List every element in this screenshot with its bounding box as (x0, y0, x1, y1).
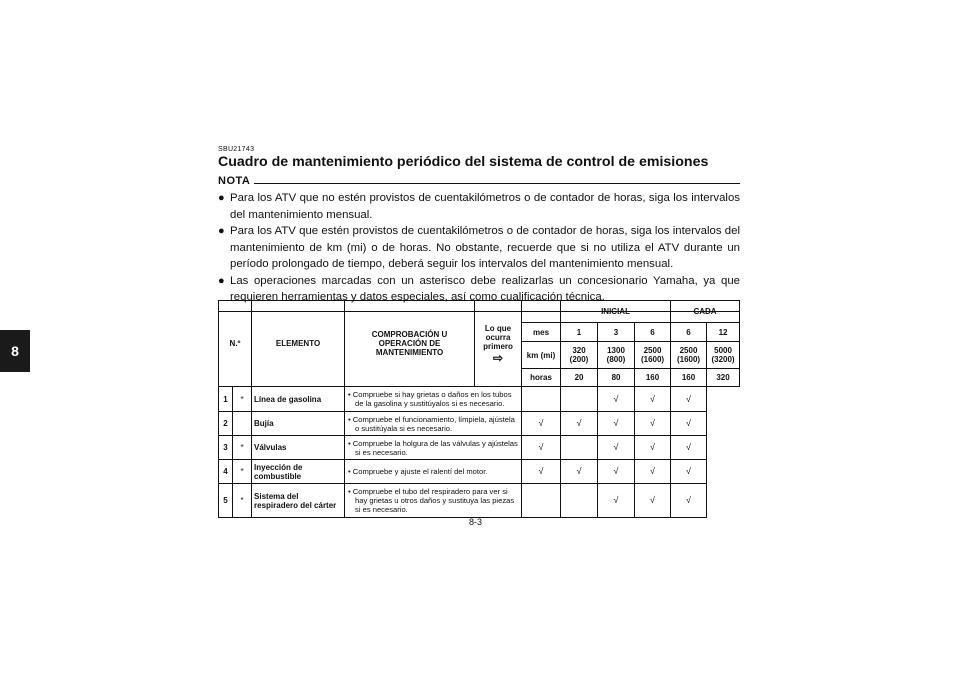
row-number: 2 (219, 412, 233, 436)
table-row (219, 436, 740, 460)
row-asterisk: * (233, 460, 252, 484)
row-check: • Compruebe el tubo del respiradero para ver si hay grietas u otros daños y sustituya las piezas si es necesario. (345, 484, 522, 518)
row-check: • Compruebe y ajuste el ralentí del motor. (345, 460, 522, 484)
interval-value: 80 (598, 369, 635, 387)
row-asterisk (233, 412, 252, 436)
row-number: 1 (219, 387, 233, 412)
row-number: 3 (219, 436, 233, 460)
interval-value: 12 (707, 323, 740, 342)
bullet-icon: ● (218, 274, 225, 287)
check-mark-icon (561, 484, 598, 518)
interval-value: 6 (635, 323, 671, 342)
row-asterisk: * (233, 387, 252, 412)
check-mark-icon: √ (635, 460, 671, 484)
header-first (475, 301, 522, 387)
row-element: Bujía (252, 412, 345, 436)
note-item (218, 223, 740, 273)
header-every: CADA (671, 301, 740, 323)
check-mark-icon (522, 484, 561, 518)
note-text: Para los ATV que estén provistos de cuentakilómetros o de contador de horas, siga los intervalos del mantenimiento de km (mi) o de horas. No obstante, recuerde que si no utiliza el ATV durante un período prolongado de tiempo, deberá seguir los intervalos del mantenimiento mensual. (230, 225, 740, 270)
right-arrow-icon: ⇨ (492, 350, 504, 365)
check-mark-icon: √ (671, 436, 707, 460)
check-mark-icon: √ (635, 412, 671, 436)
interval-value: 320 (707, 369, 740, 387)
maintenance-table (218, 300, 740, 518)
row-check: • Compruebe si hay grietas o daños en los tubos de la gasolina y sustitúyalos si es necesario. (345, 387, 522, 412)
check-mark-icon: √ (671, 484, 707, 518)
check-mark-icon: √ (522, 412, 561, 436)
interval-value: 2500 (1600) (671, 342, 707, 369)
interval-value: 1 (561, 323, 598, 342)
header-first-text: Lo que ocurra primero (483, 323, 513, 351)
header-element: ELEMENTO (252, 301, 345, 387)
row-check: • Compruebe el funcionamiento, límpiela, ajústela o sustitúyala si es necesario. (345, 412, 522, 436)
note-text: Para los ATV que no estén provistos de cuentakilómetros o de contador de horas, siga los intervalos del mantenimiento mensual. (230, 192, 740, 221)
header-initial: INICIAL (561, 301, 671, 323)
nota-rule (254, 183, 740, 184)
content-block (218, 146, 740, 312)
interval-value: 3 (598, 323, 635, 342)
table-row (219, 460, 740, 484)
check-mark-icon (522, 387, 561, 412)
bullet-icon: ● (218, 225, 225, 237)
check-mark-icon: √ (598, 436, 635, 460)
interval-value: 2500 (1600) (635, 342, 671, 369)
section-code: SBU21743 (218, 146, 255, 153)
bullet-icon: ● (218, 192, 225, 204)
nota-label: NOTA (218, 175, 251, 187)
row-asterisk: * (233, 436, 252, 460)
interval-label: horas (522, 369, 561, 387)
check-mark-icon (561, 387, 598, 412)
check-mark-icon: √ (635, 484, 671, 518)
interval-value: 20 (561, 369, 598, 387)
row-element: Línea de gasolina (252, 387, 345, 412)
row-number: 4 (219, 460, 233, 484)
header-row (219, 301, 740, 323)
check-mark-icon: √ (635, 387, 671, 412)
check-mark-icon: √ (522, 460, 561, 484)
header-no: N.º (219, 301, 252, 387)
interval-value: 5000 (3200) (707, 342, 740, 369)
row-element: Sistema del respiradero del cárter (252, 484, 345, 518)
table-row (219, 484, 740, 518)
row-element: Inyección de combustible (252, 460, 345, 484)
chapter-tab: 8 (0, 330, 30, 372)
check-mark-icon: √ (598, 387, 635, 412)
nota-header (218, 175, 740, 187)
interval-label: km (mi) (522, 342, 561, 369)
check-mark-icon: √ (561, 460, 598, 484)
interval-value: 6 (671, 323, 707, 342)
header-interval-corner (522, 301, 561, 323)
header-check: COMPROBACIÓN U OPERACIÓN DE MANTENIMIENTO (345, 301, 475, 387)
interval-label: mes (522, 323, 561, 342)
row-element: Válvulas (252, 436, 345, 460)
row-asterisk: * (233, 484, 252, 518)
table-row (219, 387, 740, 412)
check-mark-icon: √ (635, 436, 671, 460)
check-mark-icon: √ (671, 387, 707, 412)
page-title: Cuadro de mantenimiento periódico del sistema de control de emisiones (218, 154, 709, 170)
check-mark-icon (561, 436, 598, 460)
row-check: • Compruebe la holgura de las válvulas y ajústelas si es necesario. (345, 436, 522, 460)
check-mark-icon: √ (671, 412, 707, 436)
check-mark-icon: √ (522, 436, 561, 460)
note-item (218, 190, 740, 223)
interval-value: 160 (671, 369, 707, 387)
table-row (219, 412, 740, 436)
check-mark-icon: √ (598, 484, 635, 518)
page-number: 8-3 (469, 517, 483, 527)
interval-value: 1300 (800) (598, 342, 635, 369)
row-number: 5 (219, 484, 233, 518)
notes-list (218, 190, 740, 306)
interval-value: 320 (200) (561, 342, 598, 369)
check-mark-icon: √ (561, 412, 598, 436)
interval-value: 160 (635, 369, 671, 387)
check-mark-icon: √ (671, 460, 707, 484)
note-text: Las operaciones marcadas con un asterisco debe realizarlas un concesionario Yamaha, ya que requieren herramientas y datos especiales, así como cualificación técnica. (230, 274, 740, 303)
check-mark-icon: √ (598, 460, 635, 484)
check-mark-icon: √ (598, 412, 635, 436)
